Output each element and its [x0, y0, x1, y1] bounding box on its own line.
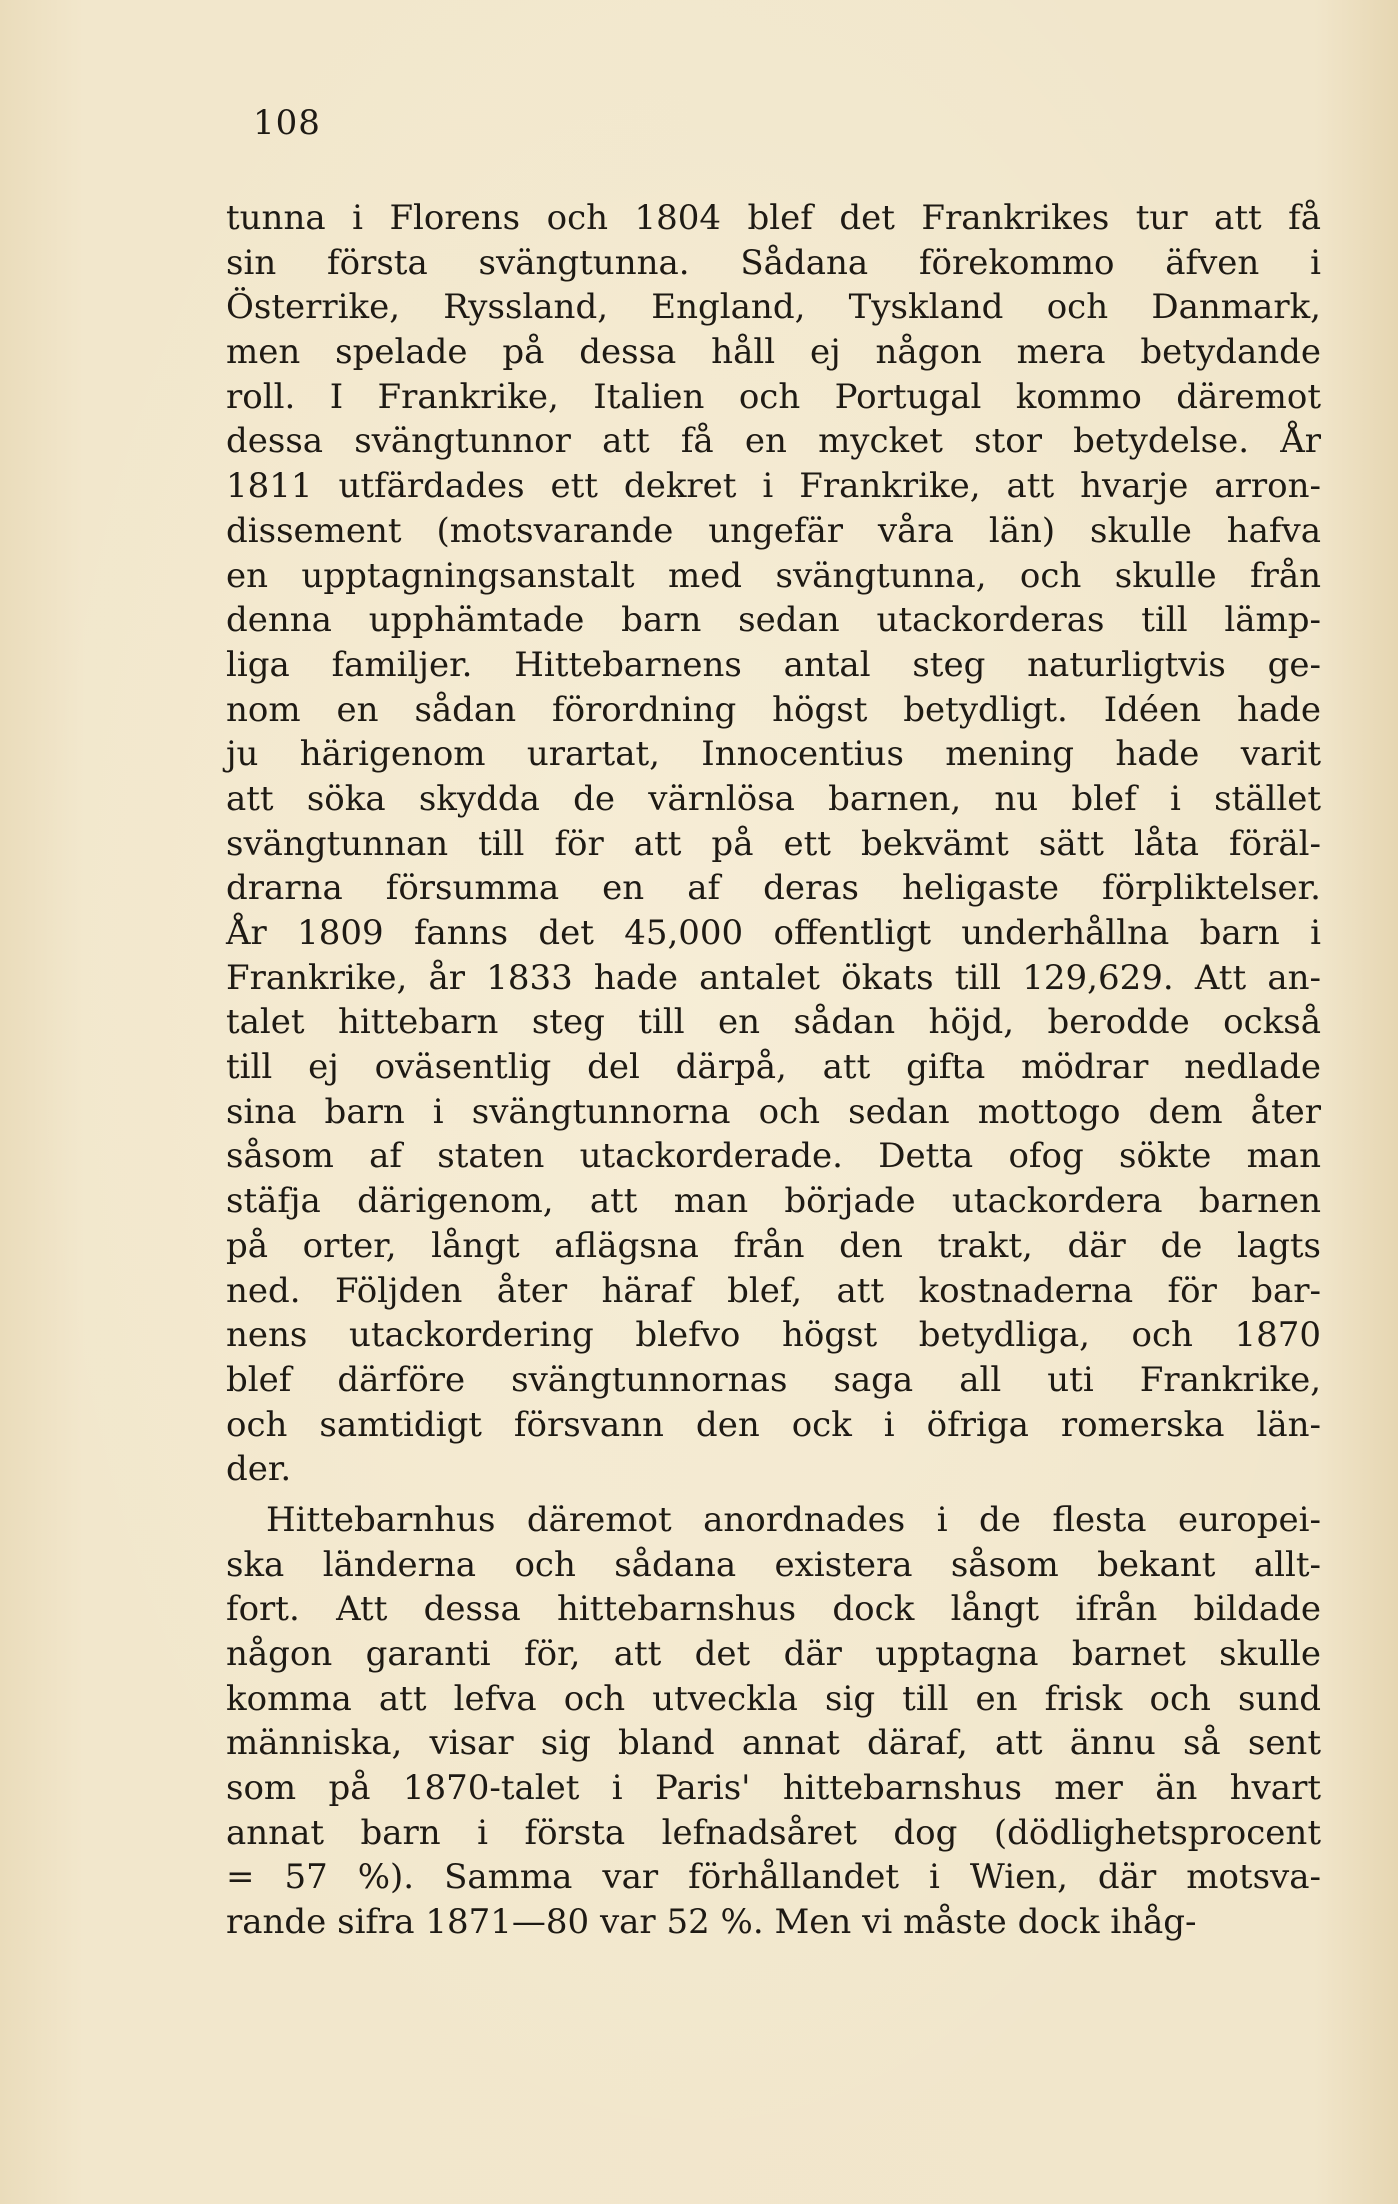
- text-line: talet hittebarn steg till en sådan höjd, berodde också: [226, 1002, 1321, 1043]
- text-line: ned. Följden åter häraf blef, att kostnaderna för bar-: [226, 1270, 1321, 1311]
- paragraph-1: [226, 196, 1321, 1492]
- text-line: Hittebarnhus däremot anordnades i de flesta europei-: [266, 1499, 1321, 1540]
- text-line: någon garanti för, att det där upptagna barnet skulle: [226, 1634, 1321, 1674]
- text-line: en upptagningsanstalt med svängtunna, och skulle från: [226, 555, 1321, 596]
- text-line: fort. Att dessa hittebarnshus dock långt ifrån bildade: [226, 1589, 1321, 1630]
- text-line: blef därföre svängtunnornas saga all uti Frankrike,: [226, 1359, 1321, 1400]
- text-line: men spelade på dessa håll ej någon mera betydande: [226, 332, 1321, 373]
- text-line: att söka skydda de värnlösa barnen, nu blef i stället: [226, 778, 1321, 819]
- text-line: År 1809 fanns det 45,000 offentligt underhållna barn i: [226, 913, 1321, 953]
- text-line: ska länderna och sådana existera såsom bekant allt-: [226, 1544, 1321, 1585]
- text-line: ju härigenom urartat, Innocentius mening hade varit: [226, 734, 1321, 775]
- text-line: Frankrike, år 1833 hade antalet ökats till 129,629. Att an-: [226, 957, 1321, 998]
- text-line: tunna i Florens och 1804 blef det Frankrikes tur att få: [226, 198, 1321, 238]
- body-text: [226, 196, 1321, 1945]
- text-line: 1811 utfärdades ett dekret i Frankrike, att hvarje arron-: [226, 466, 1321, 507]
- text-line: komma att lefva och utveckla sig till en frisk och sund: [226, 1678, 1321, 1719]
- text-line: dissement (motsvarande ungefär våra län) skulle hafva: [226, 510, 1321, 551]
- text-line: sina barn i svängtunnorna och sedan mottogo dem åter: [226, 1091, 1321, 1132]
- paragraph-2: [226, 1498, 1321, 1945]
- text-line: människa, visar sig bland annat däraf, att ännu så sent: [226, 1723, 1321, 1764]
- page-number: 108: [253, 103, 321, 143]
- text-line: dessa svängtunnor att få en mycket stor betydelse. År: [226, 421, 1321, 462]
- text-line: till ej oväsentlig del därpå, att gifta mödrar nedlade: [226, 1047, 1321, 1088]
- text-line: på orter, långt aflägsna från den trakt, där de lagts: [226, 1225, 1321, 1266]
- text-line: roll. I Frankrike, Italien och Portugal kommo däremot: [226, 376, 1321, 417]
- text-line: sin första svängtunna. Sådana förekommo äfven i: [226, 242, 1321, 283]
- text-line: rande sifra 1871—80 var 52 %. Men vi måste dock ihåg-: [226, 1902, 1197, 1943]
- text-line: = 57 %). Samma var förhållandet i Wien, där motsva-: [226, 1857, 1321, 1898]
- text-line: drarna försumma en af deras heligaste förpliktelser.: [226, 868, 1321, 909]
- text-line: svängtunnan till för att på ett bekvämt sätt låta föräl-: [226, 823, 1321, 864]
- text-line: nom en sådan förordning högst betydligt. Idéen hade: [226, 689, 1321, 730]
- text-line: liga familjer. Hittebarnens antal steg naturligtvis ge-: [226, 644, 1321, 685]
- text-line: der.: [226, 1449, 292, 1490]
- text-line: nens utackordering blefvo högst betydliga, och 1870: [226, 1315, 1321, 1356]
- text-line: och samtidigt försvann den ock i öfriga romerska län-: [226, 1404, 1321, 1445]
- text-line: denna upphämtade barn sedan utackorderas till lämp-: [226, 600, 1321, 641]
- text-line: annat barn i första lefnadsåret dog (dödlighetsprocent: [226, 1812, 1321, 1853]
- text-line: såsom af staten utackorderade. Detta ofog sökte man: [226, 1136, 1321, 1177]
- text-line: som på 1870-talet i Paris' hittebarnshus mer än hvart: [226, 1768, 1321, 1809]
- text-line: stäfja därigenom, att man började utackordera barnen: [226, 1181, 1321, 1222]
- text-line: Österrike, Ryssland, England, Tyskland och Danmark,: [226, 287, 1321, 328]
